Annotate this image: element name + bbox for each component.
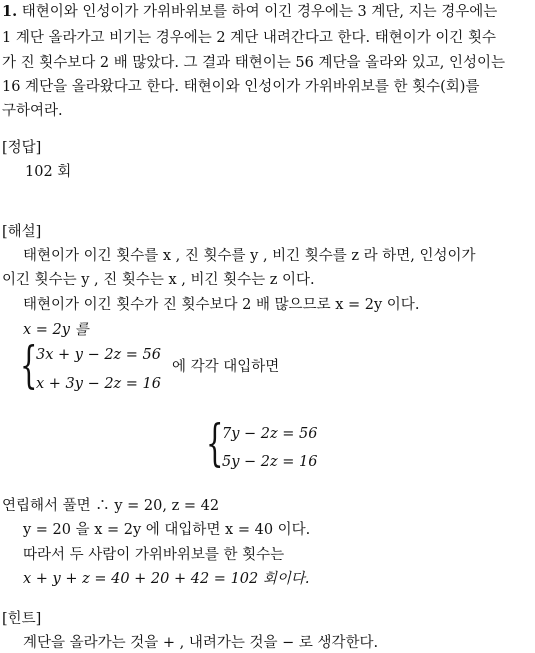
- problem-line-3: 가 진 횟수보다 2 배 많았다. 그 결과 태현이는 56 계단을 올라와 있고, 인성이는: [2, 55, 506, 71]
- system2-eq1: 7y − 2z = 56: [222, 426, 318, 442]
- problem-text-1: 태현이와 인성이가 가위바위보를 하여 이긴 경우에는 3 계단, 지는 경우에는: [21, 4, 498, 20]
- answer-header: [정답]: [2, 140, 42, 156]
- therefore-line: 따라서 두 사람이 가위바위보를 한 횟수는: [23, 547, 285, 563]
- problem-line-5: 구하여라.: [2, 103, 63, 119]
- explanation-p1-line2: 이긴 횟수는 y , 진 횟수는 x , 비긴 횟수는 z 이다.: [2, 272, 315, 288]
- solve-line: 연립해서 풀면 ∴ y = 20, z = 42: [2, 498, 220, 514]
- substitution-label: x = 2y 를: [23, 322, 89, 338]
- system2-brace: {: [206, 414, 224, 472]
- explanation-p2: 태현이가 이긴 횟수가 진 횟수보다 2 배 많으므로 x = 2y 이다.: [23, 297, 420, 313]
- explanation-p1-line1: 태현이가 이긴 횟수를 x , 진 횟수를 y , 비긴 횟수를 z 라 하면, 인성이가: [23, 248, 476, 264]
- system1-eq2: x + 3y − 2z = 16: [36, 376, 162, 392]
- answer-value: 102 회: [25, 164, 72, 180]
- hint-text: 계단을 올라가는 것을 + , 내려가는 것을 − 로 생각한다.: [23, 635, 379, 651]
- problem-number: 1.: [2, 3, 18, 20]
- problem-line-1: [2, 2, 497, 22]
- total-line: x + y + z = 40 + 20 + 42 = 102 회이다.: [23, 571, 310, 587]
- explanation-header: [해설]: [2, 224, 42, 240]
- problem-line-4: 16 계단을 올라왔다고 한다. 태현이와 인성이가 가위바위보를 한 횟수(회)를: [2, 79, 480, 95]
- substitute-line: y = 20 을 x = 2y 에 대입하면 x = 40 이다.: [23, 522, 311, 538]
- system2-eq2: 5y − 2z = 16: [222, 454, 318, 470]
- system1-suffix: 에 각각 대입하면: [172, 359, 280, 375]
- system1-eq1: 3x + y − 2z = 56: [36, 347, 162, 363]
- problem-line-2: 1 계단 올라가고 비기는 경우에는 2 계단 내려간다고 한다. 태현이가 이긴 횟수: [2, 30, 496, 46]
- system1-brace: {: [20, 336, 38, 394]
- hint-header: [힌트]: [2, 611, 42, 627]
